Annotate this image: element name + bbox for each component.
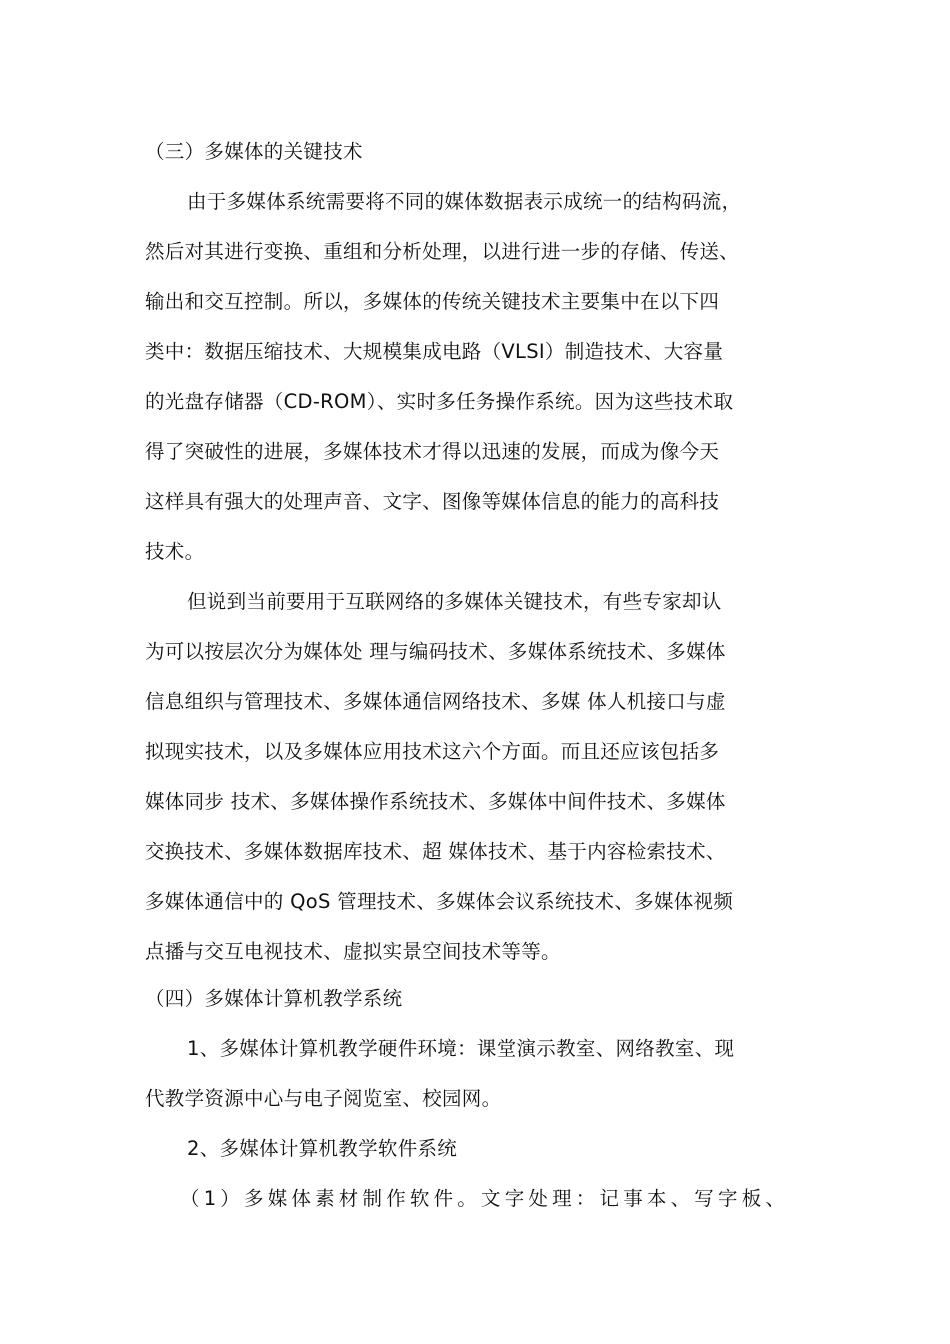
paragraph-line: 由于多媒体系统需要将不同的媒体数据表示成统一的结构码流，: [187, 190, 742, 213]
list-item-line: 1、多媒体计算机教学硬件环境：课堂演示教室、网络教室、现: [187, 1037, 735, 1060]
paragraph-line: 多媒体通信中的 QoS 管理技术、多媒体会议系统技术、多媒体视频: [145, 890, 734, 913]
list-item-line: 代教学资源中心与电子阅览室、校园网。: [145, 1087, 502, 1110]
paragraph-line: 点播与交互电视技术、虚拟实景空间技术等等。: [145, 940, 561, 963]
paragraph-line: 但说到当前要用于互联网络的多媒体关键技术，有些专家却认: [187, 590, 722, 613]
paragraph-line: 信息组织与管理技术、多媒体通信网络技术、多媒 体人机接口与虚: [145, 690, 726, 713]
paragraph-line: 然后对其进行变换、重组和分析处理，以进行进一步的存储、传送、: [145, 240, 740, 263]
paragraph-line: 类中：数据压缩技术、大规模集成电路（VLSI）制造技术、大容量: [145, 340, 724, 363]
paragraph-line: 得了突破性的进展，多媒体技术才得以迅速的发展，而成为像今天: [145, 440, 720, 463]
paragraph-line: 交换技术、多媒体数据库技术、超 媒体技术、基于内容检索技术、: [145, 840, 726, 863]
paragraph-line: 输出和交互控制。所以，多媒体的传统关键技术主要集中在以下四: [145, 290, 720, 313]
paragraph-line: 的光盘存储器（CD-ROM）、实时多任务操作系统。因为这些技术取: [145, 390, 734, 413]
section-heading-4: （四）多媒体计算机教学系统: [145, 987, 403, 1010]
paragraph-line: 媒体同步 技术、多媒体操作系统技术、多媒体中间件技术、多媒体: [145, 790, 726, 813]
section-heading-3: （三）多媒体的关键技术: [145, 140, 363, 163]
sub-item-line: （1）多媒体素材制作软件。文字处理：记事本、写字板、: [180, 1187, 790, 1210]
paragraph-line: 这样具有强大的处理声音、文字、图像等媒体信息的能力的高科技: [145, 490, 720, 513]
paragraph-line: 技术。: [145, 540, 205, 563]
paragraph-line: 拟现实技术，以及多媒体应用技术这六个方面。而且还应该包括多: [145, 740, 720, 763]
list-item-line: 2、多媒体计算机教学软件系统: [187, 1137, 458, 1160]
paragraph-line: 为可以按层次分为媒体处 理与编码技术、多媒体系统技术、多媒体: [145, 640, 726, 663]
